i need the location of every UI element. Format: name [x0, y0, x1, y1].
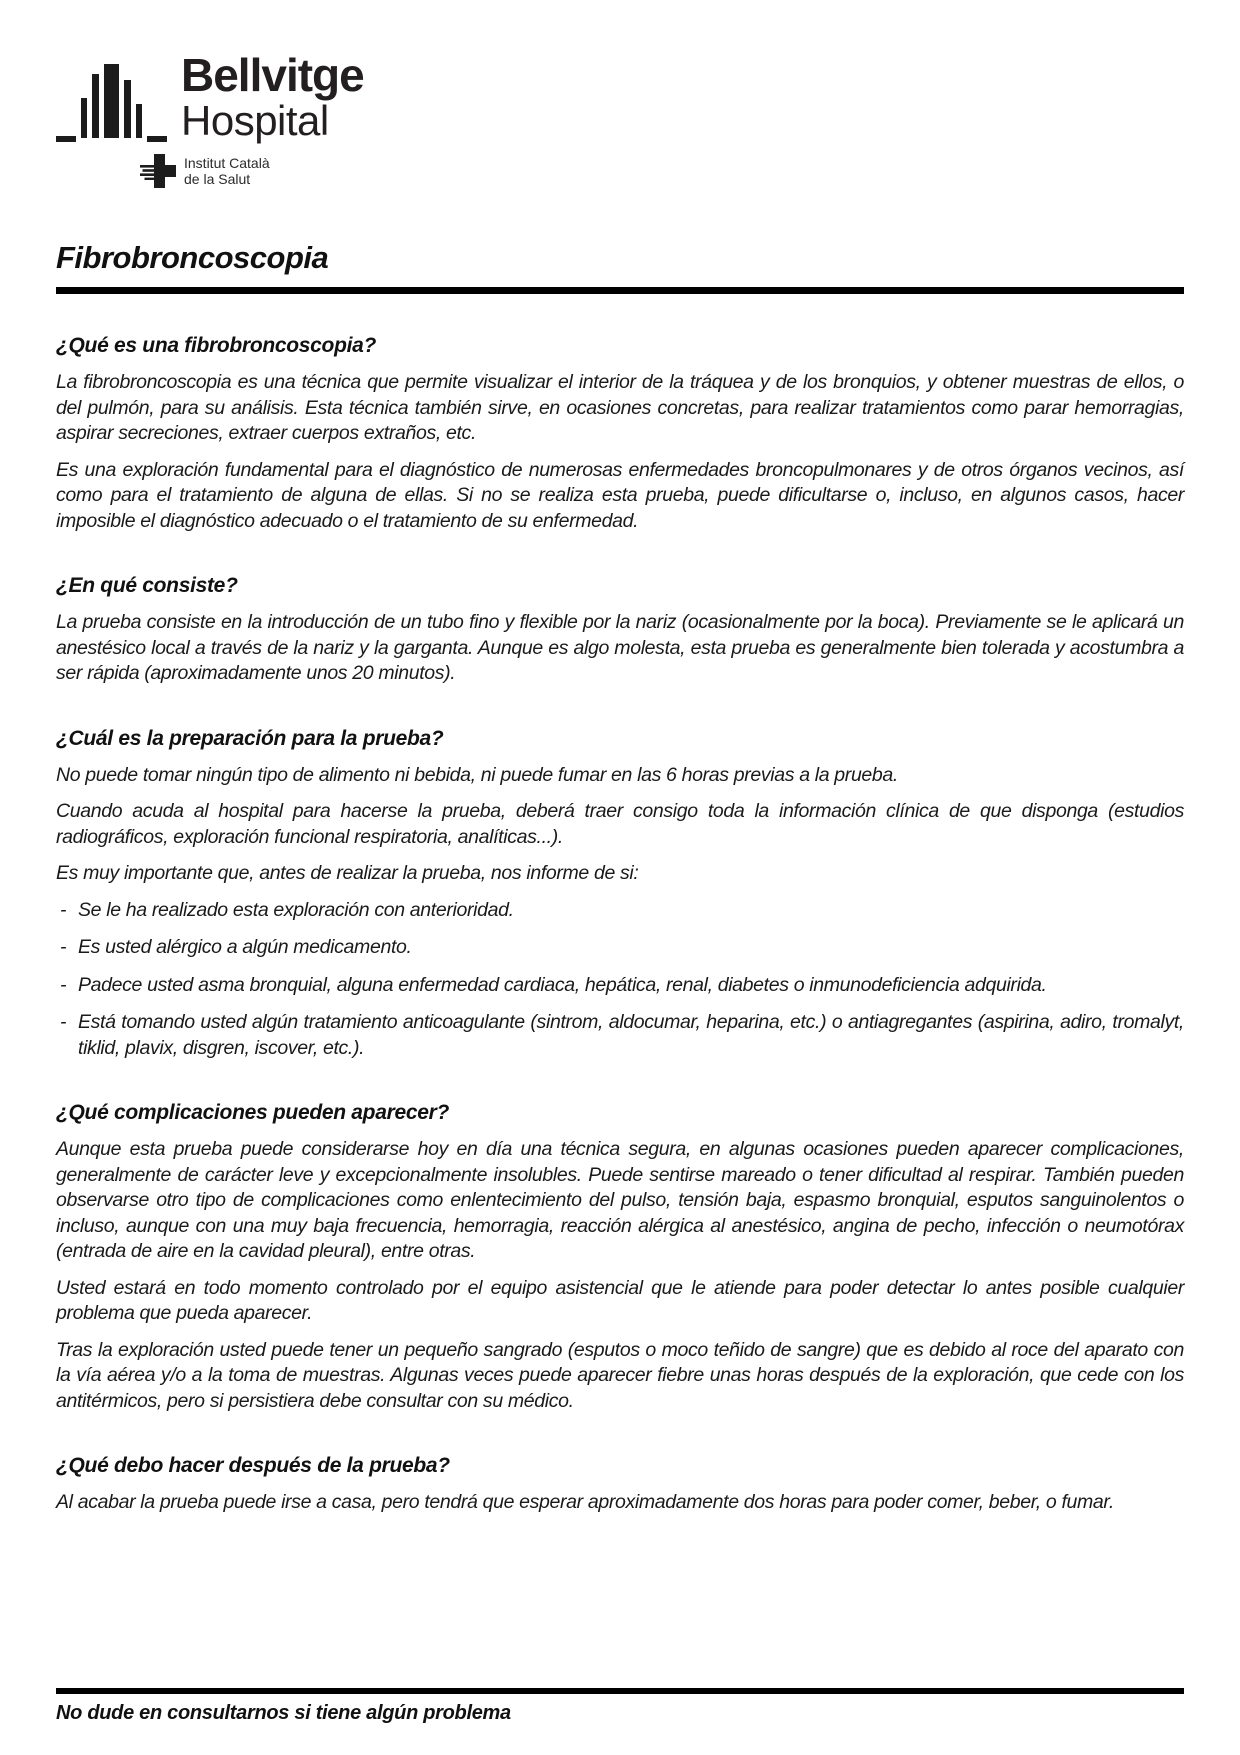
page-title: Fibrobroncoscopia	[56, 240, 329, 275]
paragraph: No puede tomar ningún tipo de alimento ni bebida, ni puede fumar en las 6 horas previas a la prueba.	[56, 763, 898, 786]
list-item-text: Padece usted asma bronquial, alguna enfermedad cardiaca, hepática, renal, diabetes o inmunodeficiencia adquirida.	[78, 973, 1047, 996]
hospital-name: Bellvitge	[181, 49, 364, 101]
ics-cross-icon	[140, 154, 176, 188]
paragraph: Aunque esta prueba puede considerarse hoy en día una técnica segura, en algunas ocasiones pueden aparecer complicaciones, generalmente de carácter leve y excepcionalmente insolubles. Puede sentirse mareado o tener dificultad al respirar. También pueden observarse otro tipo de complicaciones como enlentecimiento del pulso, tensión baja, espasmo bronquial, esputos sanguinolentos o incluso, aunque con una muy baja frecuencia, hemorragia, reacción alérgica al anestésico, angina de pecho, infección o neumotórax (entrada de aire en la cavidad pleural), entre otras.	[56, 1138, 1184, 1262]
footer	[56, 1688, 1184, 1725]
list-item-text: Es usted alérgico a algún medicamento.	[78, 936, 412, 958]
list-item-text: Se le ha realizado esta exploración con anterioridad.	[78, 898, 514, 921]
section-heading: ¿Qué debo hacer después de la prueba?	[56, 1454, 450, 1477]
hospital-name-sub: Hospital	[181, 97, 329, 144]
ics-line2: de la Salut	[184, 171, 251, 187]
section-despues	[56, 1454, 1184, 1516]
footer-note: No dude en consultarnos si tiene algún problema	[56, 1702, 511, 1724]
list-item	[56, 898, 1184, 924]
section-heading: ¿Qué es una fibrobroncoscopia?	[56, 334, 377, 357]
footer-rule	[56, 1688, 1184, 1694]
paragraph: Al acabar la prueba puede irse a casa, pero tendrá que esperar aproximadamente dos horas para poder comer, beber, o fumar.	[56, 1491, 1114, 1513]
list-item	[56, 935, 1184, 961]
list-item	[56, 1010, 1184, 1061]
preparation-bullet-list	[56, 898, 1184, 1062]
section-preparacion	[56, 727, 1184, 1062]
hospital-logo	[56, 49, 1184, 144]
hospital-logo-text	[181, 49, 364, 144]
section-heading: ¿Qué complicaciones pueden aparecer?	[56, 1101, 449, 1124]
paragraph: Tras la exploración usted puede tener un pequeño sangrado (esputos o moco teñido de sangre) que es debido al roce del aparato con la vía aérea y/o a la toma de muestras. Algunas veces puede aparecer fiebre unas horas después de la exploración, que cede con los antitérmicos, pero si persistiera debe consultar con su médico.	[56, 1338, 1184, 1412]
list-item	[56, 973, 1184, 999]
ics-line1: Institut Català	[184, 154, 270, 171]
section-en-que-consiste	[56, 574, 1184, 687]
bullet-dash: -	[60, 936, 67, 958]
paragraph: Es muy importante que, antes de realizar la prueba, nos informe de si:	[56, 862, 639, 884]
bullet-dash: -	[60, 1011, 67, 1033]
bullet-dash: -	[60, 973, 67, 996]
paragraph: La fibrobroncoscopia es una técnica que permite visualizar el interior de la tráquea y de los bronquios, y obtener muestras de ellos, o del pulmón, para su análisis. Esta técnica también sirve, en ocasiones concretas, para realizar tratamientos como parar hemorragias, aspirar secreciones, extraer cuerpos extraños, etc.	[56, 371, 1184, 444]
paragraph: Es una exploración fundamental para el diagnóstico de numerosas enfermedades broncopulmonares y de otros órganos vecinos, así como para el tratamiento de alguna de ellas. Si no se realiza esta prueba, puede dificultarse o, incluso, en algunos casos, hacer imposible el diagnóstico adecuado o el tratamiento de su enfermedad.	[56, 458, 1184, 532]
section-heading: ¿En qué consiste?	[56, 574, 238, 597]
title-rule	[56, 287, 1184, 294]
paragraph: La prueba consiste en la introducción de un tubo fino y flexible por la nariz (ocasionalmente por la boca). Previamente se le aplicará un anestésico local a través de la nariz y la garganta. Aunque es algo molesta, esta prueba es generalmente bien tolerada y acostumbra a ser rápida (aproximadamente unos 20 minutos).	[56, 611, 1184, 684]
paragraph: Usted estará en todo momento controlado por el equipo asistencial que le atiende para poder detectar lo antes posible cualquier problema que pueda aparecer.	[56, 1276, 1184, 1324]
bellvitge-bars-icon	[56, 64, 167, 142]
ics-text	[184, 155, 270, 187]
header	[56, 49, 1184, 188]
section-que-es	[56, 334, 1184, 534]
bullet-dash: -	[60, 898, 67, 921]
ics-logo	[140, 154, 1184, 188]
section-heading: ¿Cuál es la preparación para la prueba?	[56, 726, 444, 750]
list-item-text: Está tomando usted algún tratamiento anticoagulante (sintrom, aldocumar, heparina, etc.) o antiagregantes (aspirina, adiro, tromalyt, tiklid, plavix, disgren, iscover, etc.).	[78, 1011, 1184, 1059]
section-complicaciones	[56, 1101, 1184, 1414]
paragraph: Cuando acuda al hospital para hacerse la prueba, deberá traer consigo toda la información clínica de que disponga (estudios radiográficos, exploración funcional respiratoria, analíticas...).	[56, 800, 1184, 848]
